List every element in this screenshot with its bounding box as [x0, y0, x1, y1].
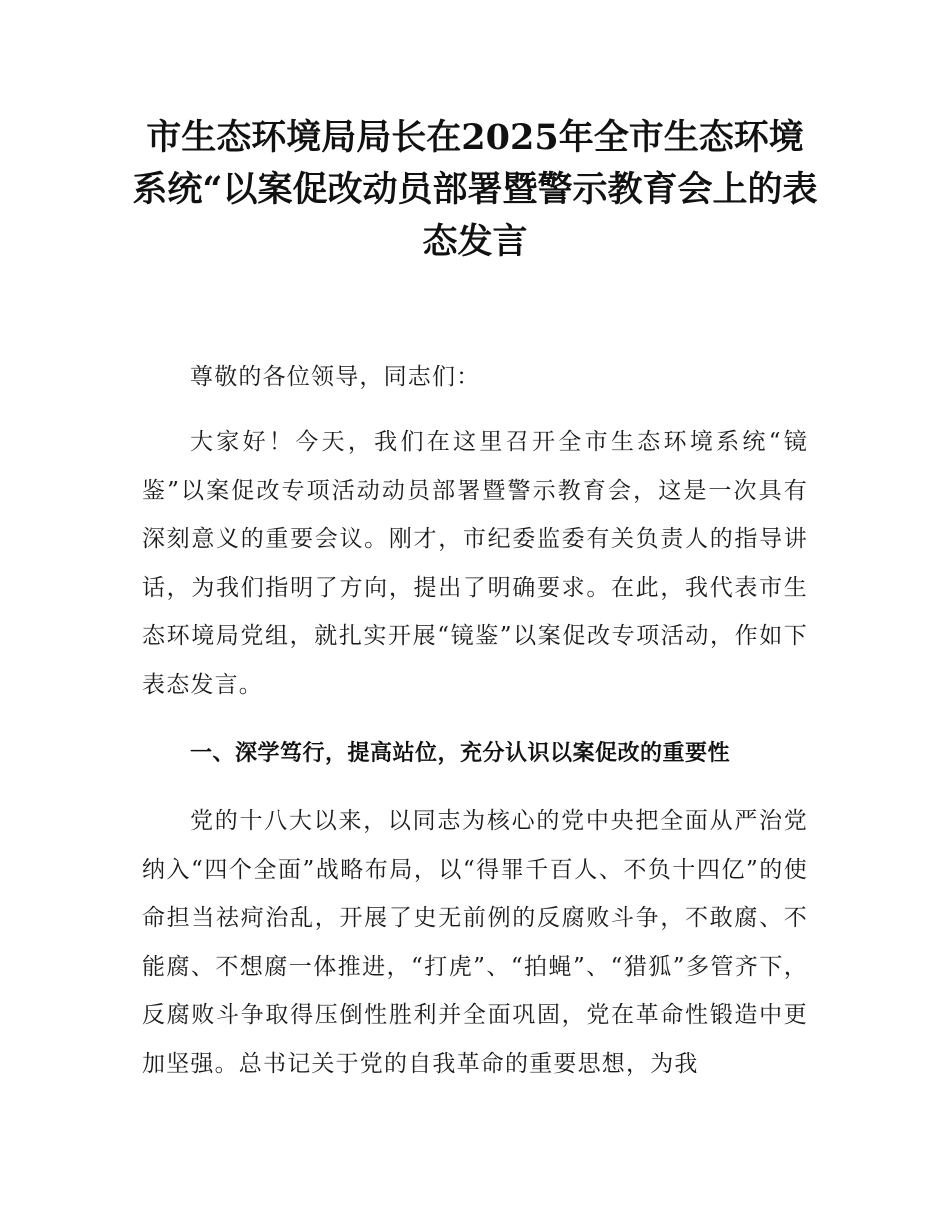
- document-title: 市生态环境局局长在2025年全市生态环境系统“以案促改动员部署暨警示教育会上的表态发言: [132, 117, 818, 262]
- opening-paragraph: 大家好！今天，我们在这里召开全市生态环境系统“镜鉴”以案促改专项活动动员部署暨警示教育会，这是一次具有深刻意义的重要会议。刚才，市纪委监委有关负责人的指导讲话，为我们指明了方向，提出了明确要求。在此，我代表市生态环境局党组，就扎实开展“镜鉴”以案促改专项活动，作如下表态发言。: [142, 429, 808, 698]
- section-paragraph: 党的十八大以来，以同志为核心的党中央把全面从严治党纳入“四个全面”战略布局，以“得罪千百人、不负十四亿”的使命担当祛疴治乱，开展了史无前例的反腐败斗争，不敢腐、不能腐、不想腐一体推进，“打虎”、“拍蝇”、“猎狐”多管齐下，反腐败斗争取得压倒性胜利并全面巩固，党在革命性锻造中更加坚强。总书记关于党的自我革命的重要思想，为我: [142, 808, 808, 1077]
- salutation: 尊敬的各位领导，同志们：: [190, 364, 481, 390]
- section-heading: 一、深学笃行，提高站位，充分认识以案促改的重要性: [190, 741, 731, 766]
